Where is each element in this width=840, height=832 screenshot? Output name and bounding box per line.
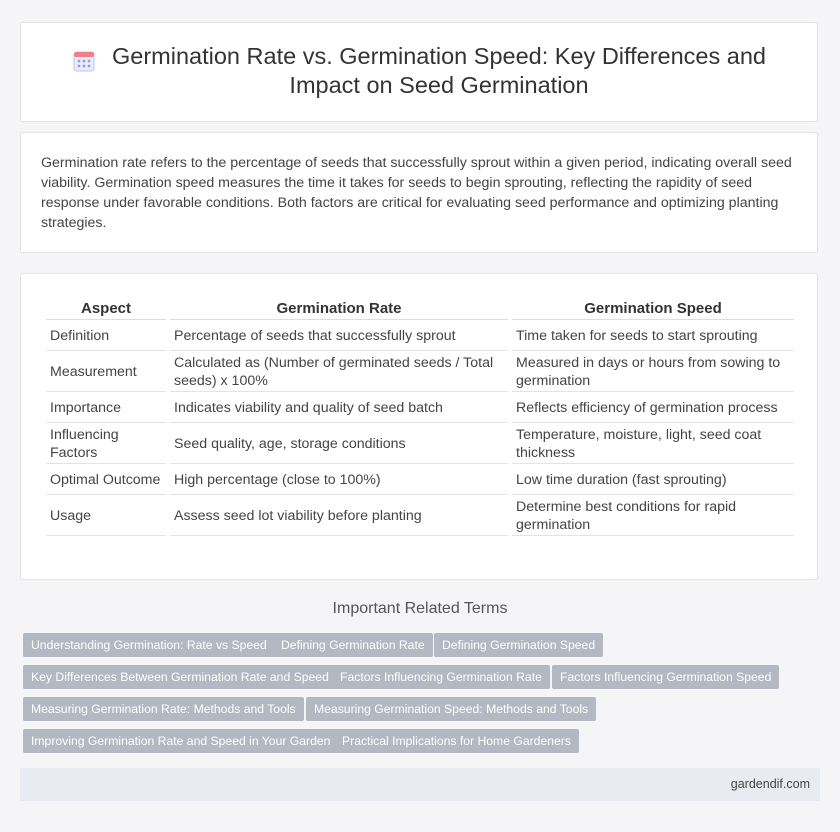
table-cell: Calculated as (Number of germinated seeds / Total seeds) x 100%	[170, 353, 508, 392]
related-terms-title: Important Related Terms	[332, 600, 508, 617]
table-cell: Measurement	[46, 353, 166, 392]
table-cell: High percentage (close to 100%)	[170, 466, 508, 495]
related-term-tag[interactable]: Understanding Germination: Rate vs Speed	[23, 633, 275, 657]
related-term-tag[interactable]: Factors Influencing Germination Speed	[552, 665, 779, 689]
related-term-tag[interactable]: Factors Influencing Germination Rate	[332, 665, 550, 689]
related-term-tag[interactable]: Key Differences Between Germination Rate and Speed	[23, 665, 337, 689]
header-germination-speed: Germination Speed	[512, 298, 794, 320]
related-term-tag[interactable]: Defining Germination Rate	[273, 633, 433, 657]
table-row	[46, 353, 794, 392]
table-row	[46, 466, 794, 495]
related-term-tag[interactable]: Defining Germination Speed	[434, 633, 603, 657]
table-cell: Usage	[46, 497, 166, 536]
table-row	[46, 394, 794, 423]
table-cell: Indicates viability and quality of seed batch	[170, 394, 508, 423]
table-row	[46, 322, 794, 351]
related-term-tag[interactable]: Improving Germination Rate and Speed in Your Garden	[23, 729, 338, 753]
table-cell: Definition	[46, 322, 166, 351]
intro-text: Germination rate refers to the percentage of seeds that successfully sprout within a given period, indicating overall seed viability. Germination speed measures the time it takes for seeds to begin sprouting, reflecting the rapidity of seed response under favorable conditions. Both factors are critical for evaluating seed performance and optimizing planting strategies.	[41, 155, 792, 231]
related-term-tag[interactable]: Practical Implications for Home Gardeners	[334, 729, 579, 753]
title-card	[20, 22, 818, 122]
table-cell: Seed quality, age, storage conditions	[170, 425, 508, 464]
header-aspect: Aspect	[46, 298, 166, 320]
table-cell: Influencing Factors	[46, 425, 166, 464]
footer-site-link[interactable]: gardendif.com	[730, 777, 810, 791]
table-cell: Reflects efficiency of germination process	[512, 394, 794, 423]
related-term-tag[interactable]: Measuring Germination Speed: Methods and Tools	[306, 697, 596, 721]
table-header-row	[46, 298, 794, 320]
header-germination-rate: Germination Rate	[170, 298, 508, 320]
table-row	[46, 497, 794, 536]
table-cell: Importance	[46, 394, 166, 423]
table-cell: Measured in days or hours from sowing to germination	[512, 353, 794, 392]
table-cell: Low time duration (fast sprouting)	[512, 466, 794, 495]
table-cell: Assess seed lot viability before planting	[170, 497, 508, 536]
table-cell: Optimal Outcome	[46, 466, 166, 495]
related-term-tag[interactable]: Measuring Germination Rate: Methods and Tools	[23, 697, 304, 721]
footer	[20, 768, 820, 801]
table-cell: Time taken for seeds to start sprouting	[512, 322, 794, 351]
table-cell: Determine best conditions for rapid germination	[512, 497, 794, 536]
comparison-card	[20, 273, 818, 580]
table-cell: Percentage of seeds that successfully sprout	[170, 322, 508, 351]
page-title: Germination Rate vs. Germination Speed: Key Differences and Impact on Seed Germination	[112, 43, 766, 98]
comparison-table	[42, 296, 798, 538]
table-row	[46, 425, 794, 464]
table-cell: Temperature, moisture, light, seed coat thickness	[512, 425, 794, 464]
intro-card	[20, 132, 818, 253]
